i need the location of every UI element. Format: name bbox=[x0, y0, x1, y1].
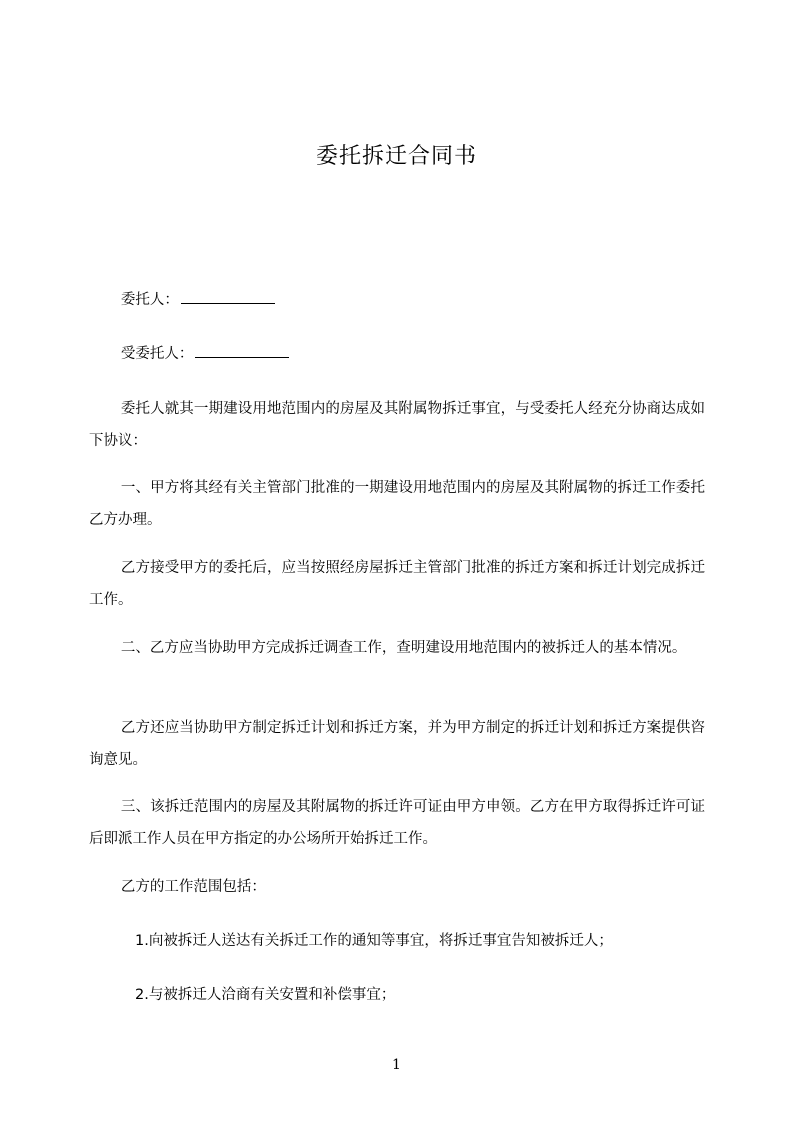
document-title: 委托拆迁合同书 bbox=[315, 144, 477, 169]
clause-1b-paragraph: 乙方接受甲方的委托后，应当按照经房屋拆迁主管部门批准的拆迁方案和拆迁计划完成拆迁工作。 bbox=[89, 560, 705, 608]
clause-3-paragraph: 三、该拆迁范围内的房屋及其附属物的拆迁许可证由甲方申领。乙方在甲方取得拆迁许可证后即派工作人员在甲方指定的办公场所开始拆迁工作。 bbox=[89, 799, 705, 847]
principal-blank bbox=[181, 287, 275, 304]
intro-paragraph: 委托人就其一期建设用地范围内的房屋及其附属物拆迁事宜，与受委托人经充分协商达成如下协议： bbox=[89, 401, 705, 449]
clause-1-paragraph: 一、甲方将其经有关主管部门批准的一期建设用地范围内的房屋及其附属物的拆迁工作委托乙方办理。 bbox=[89, 480, 705, 528]
agent-label: 受委托人： bbox=[120, 346, 194, 362]
page-number: 1 bbox=[392, 1057, 401, 1073]
clause-2-paragraph: 二、乙方应当协助甲方完成拆迁调查工作，查明建设用地范围内的被拆迁人的基本情况。 bbox=[120, 640, 687, 656]
scope-item-1: 1.向被拆迁人送达有关拆迁工作的通知等事宜，将拆迁事宜告知被拆迁人； bbox=[135, 933, 613, 949]
clause-2b-paragraph: 乙方还应当协助甲方制定拆迁计划和拆迁方案，并为甲方制定的拆迁计划和拆迁方案提供咨询意见。 bbox=[89, 720, 705, 768]
agent-blank bbox=[195, 341, 289, 358]
agent-line bbox=[89, 338, 705, 370]
scope-intro-paragraph: 乙方的工作范围包括： bbox=[120, 879, 266, 895]
scope-item-2: 2.与被拆迁人洽商有关安置和补偿事宜； bbox=[135, 987, 396, 1003]
principal-label: 委托人： bbox=[120, 292, 179, 308]
principal-line bbox=[89, 284, 705, 316]
